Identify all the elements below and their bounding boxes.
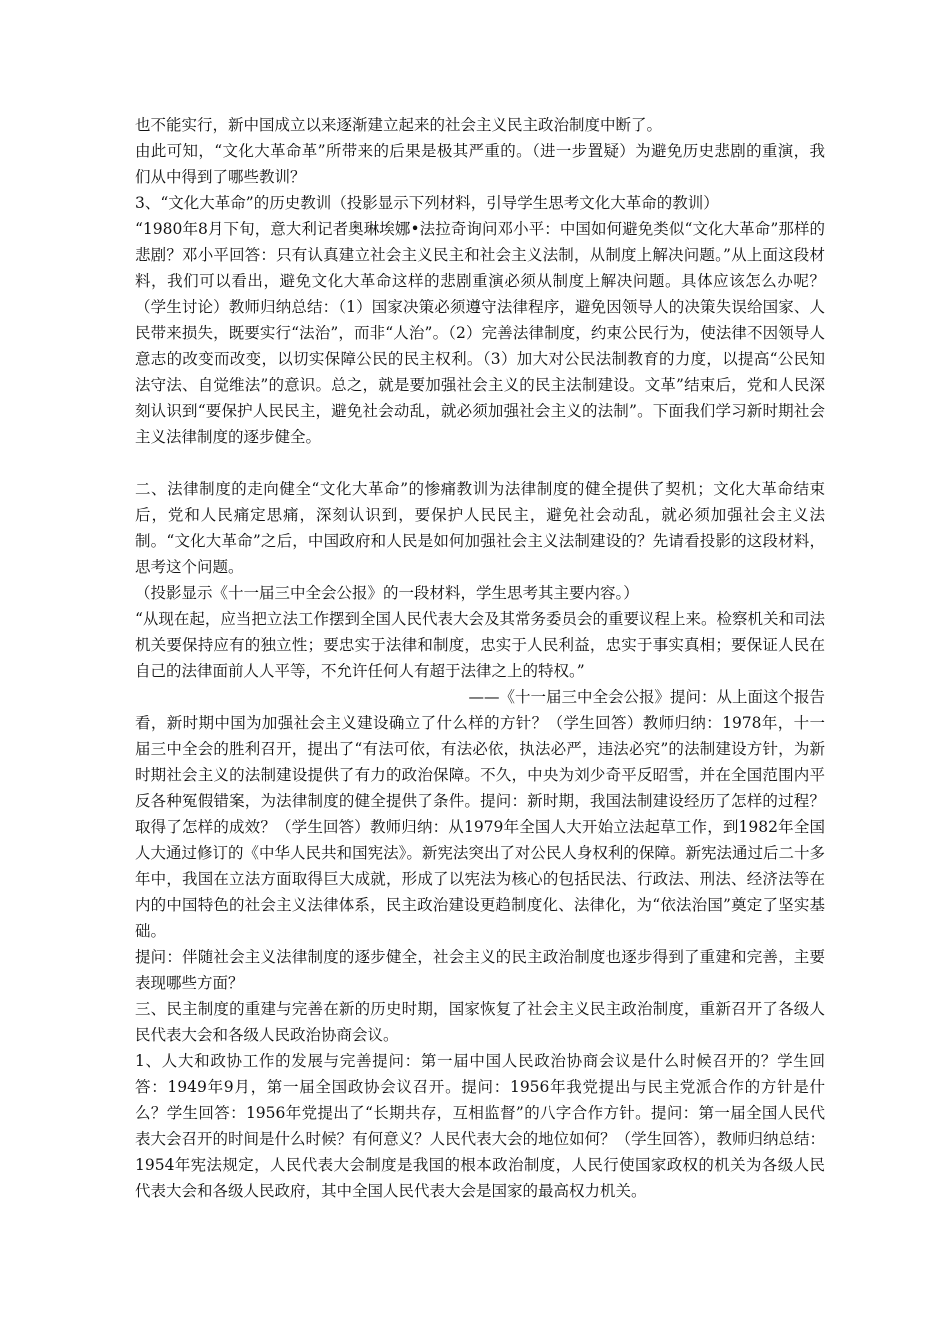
document-body [135, 112, 825, 1204]
paragraph: 1、人大和政协工作的发展与完善提问：第一届中国人民政治协商会议是什么时候召开的？学生回答：1949年9月，第一届全国政协会议召开。提问：1956年我党提出与民主党派合作的方针是什么？学生回答：1956年党提出了“长期共存，互相监督”的八字合作方针。提问：第一届全国人民代表大会召开的时间是什么时候？有何意义？人民代表大会的地位如何？（学生回答），教师归纳总结：1954年宪法规定，人民代表大会制度是我国的根本政治制度，人民行使国家政权的机关为各级人民代表大会和各级人民政府，其中全国人民代表大会是国家的最高权力机关。 [135, 1052, 825, 1200]
quote-paragraph: “1980年8月下旬，意大利记者奥琳埃娜•法拉奇询问邓小平：中国如何避免类似“文化大革命”那样的悲剧？邓小平回答：只有认真建立社会主义民主和社会主义法制，从制度上解决问题。”从上面这段材料，我们可以看出，避免文化大革命这样的悲剧重演必须从制度上解决问题。具体应该怎么办呢？（学生讨论）教师归纳总结：（1）国家决策必须遵守法律程序，避免因领导人的决策失误给国家、人民带来损失，既要实行“法治”，而非“人治”。（2）完善法律制度，约束公民行为，使法律不因领导人意志的改变而改变，以切实保障公民的民主权利。（3）加大对公民法制教育的力度，以提高“公民知法守法、自觉维法”的意识。总之，就是要加强社会主义的民主法制建设。文革”结束后，党和人民深刻认识到“要保护人民民主，避免社会动乱，就必须加强社会主义的法制”。下面我们学习新时期社会主义法律制度的逐步健全。 [135, 220, 825, 446]
section-heading-paragraph: 二、法律制度的走向健全“文化大革命”的惨痛教训为法律制度的健全提供了契机；文化大革命结束后，党和人民痛定思痛，深刻认识到，要保护人民民主，避免社会动乱，就必须加强社会主义法制。“文化大革命”之后，中国政府和人民是如何加强社会主义法制建设的？先请看投影的这段材料，思考这个问题。 [135, 480, 825, 576]
paragraph: 也不能实行，新中国成立以来逐渐建立起来的社会主义民主政治制度中断了。 [135, 116, 663, 134]
paragraph: 看，新时期中国为加强社会主义建设确立了什么样的方针？（学生回答）教师归纳：1978年，十一届三中全会的胜利召开，提出了“有法可依，有法必依，执法必严，违法必究”的法制建设方针，为新时期社会主义的法制建设提供了有力的政治保障。不久，中央为刘少奇平反昭雪，并在全国范围内平反各种冤假错案，为法律制度的健全提供了条件。提问：新时期，我国法制建设经历了怎样的过程？取得了怎样的成效？（学生回答）教师归纳：从1979年全国人大开始立法起草工作，到1982年全国人大通过修订的《中华人民共和国宪法》。新宪法突出了对公民人身权利的保障。新宪法通过后二十多年中，我国在立法方面取得巨大成就，形成了以宪法为核心的包括民法、行政法、刑法、经济法等在内的中国特色的社会主义法律体系，民主政治建设更趋制度化、法律化，为“依法治国”奠定了坚实基础。 [135, 714, 825, 940]
paragraph: 3、“文化大革命”的历史教训（投影显示下列材料，引导学生思考文化大革命的教训） [135, 194, 719, 212]
paragraph: 由此可知，“文化大革命革”所带来的后果是极其严重的。（进一步置疑）为避免历史悲剧的重演，我们从中得到了哪些教训？ [135, 142, 825, 186]
section-heading-paragraph: 三、民主制度的重建与完善在新的历史时期，国家恢复了社会主义民主政治制度，重新召开了各级人民代表大会和各级人民政治协商会议。 [135, 1000, 825, 1044]
quote-source: ——《十一届三中全会公报》提问：从上面这个报告 [468, 688, 825, 706]
quote-paragraph: “从现在起，应当把立法工作摆到全国人民代表大会及其常务委员会的重要议程上来。检察机关和司法机关要保持应有的独立性；要忠实于法律和制度，忠实于人民利益，忠实于事实真相；要保证人民在自己的法律面前人人平等，不允许任何人有超于法律之上的特权。” [135, 610, 825, 680]
paragraph: 提问：伴随社会主义法律制度的逐步健全，社会主义的民主政治制度也逐步得到了重建和完善，主要表现哪些方面？ [135, 948, 825, 992]
paragraph: （投影显示《十一届三中全会公报》的一段材料，学生思考其主要内容。） [135, 584, 639, 602]
blank-line [135, 450, 825, 476]
